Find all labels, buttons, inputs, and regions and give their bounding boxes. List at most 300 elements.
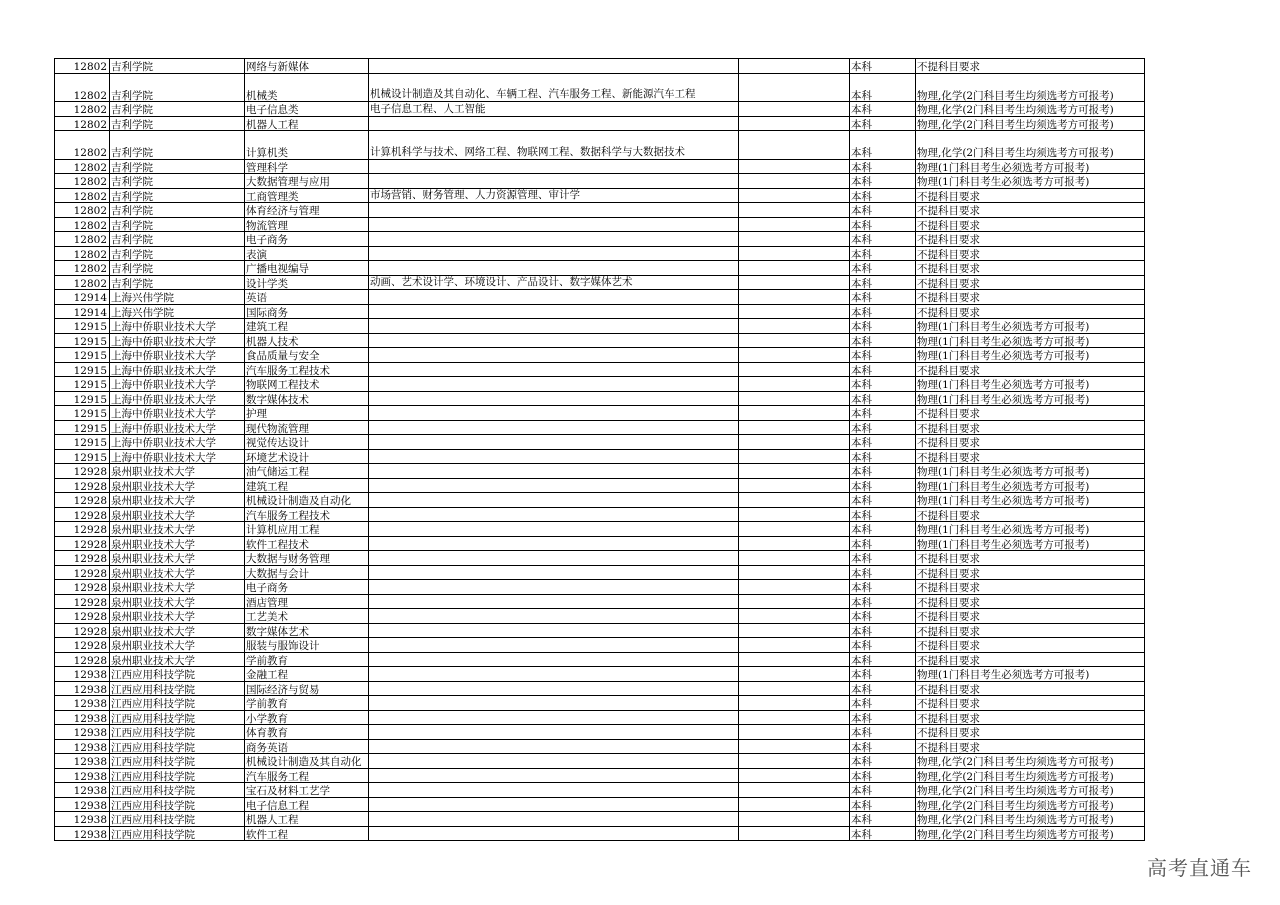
major-name-cell: 机器人技术 bbox=[245, 333, 369, 348]
empty-cell bbox=[739, 159, 850, 174]
major-name-cell: 服装与服饰设计 bbox=[245, 638, 369, 653]
degree-level-cell: 本科 bbox=[850, 406, 916, 421]
school-name-cell: 上海中侨职业技术大学 bbox=[110, 348, 245, 363]
degree-level-cell: 本科 bbox=[850, 59, 916, 74]
subject-requirement-cell: 不提科目要求 bbox=[916, 725, 1145, 740]
major-name-cell: 国际经济与贸易 bbox=[245, 681, 369, 696]
included-majors-cell bbox=[369, 580, 739, 595]
school-code-cell: 12938 bbox=[55, 725, 110, 740]
subject-requirement-cell: 物理,化学(2门科目考生均须选考方可报考) bbox=[916, 783, 1145, 798]
major-name-cell: 广播电视编导 bbox=[245, 261, 369, 276]
included-majors-cell: 计算机科学与技术、网络工程、物联网工程、数据科学与大数据技术 bbox=[369, 131, 739, 160]
degree-level-cell: 本科 bbox=[850, 116, 916, 131]
table-row bbox=[55, 319, 1145, 334]
empty-cell bbox=[739, 507, 850, 522]
major-name-cell: 英语 bbox=[245, 290, 369, 305]
school-name-cell: 上海兴伟学院 bbox=[110, 304, 245, 319]
table-row bbox=[55, 435, 1145, 450]
table-row bbox=[55, 826, 1145, 841]
school-name-cell: 泉州职业技术大学 bbox=[110, 565, 245, 580]
included-majors-cell bbox=[369, 565, 739, 580]
school-code-cell: 12938 bbox=[55, 783, 110, 798]
included-majors-cell bbox=[369, 246, 739, 261]
table-row bbox=[55, 261, 1145, 276]
included-majors-cell: 市场营销、财务管理、人力资源管理、审计学 bbox=[369, 188, 739, 203]
major-name-cell: 护理 bbox=[245, 406, 369, 421]
included-majors-cell bbox=[369, 507, 739, 522]
major-name-cell: 体育经济与管理 bbox=[245, 203, 369, 218]
school-code-cell: 12938 bbox=[55, 768, 110, 783]
included-majors-cell: 动画、艺术设计学、环境设计、产品设计、数字媒体艺术 bbox=[369, 275, 739, 290]
degree-level-cell: 本科 bbox=[850, 710, 916, 725]
degree-level-cell: 本科 bbox=[850, 464, 916, 479]
empty-cell bbox=[739, 638, 850, 653]
included-majors-cell bbox=[369, 464, 739, 479]
subject-requirement-cell: 不提科目要求 bbox=[916, 681, 1145, 696]
school-name-cell: 吉利学院 bbox=[110, 261, 245, 276]
school-name-cell: 江西应用科技学院 bbox=[110, 681, 245, 696]
empty-cell bbox=[739, 783, 850, 798]
degree-level-cell: 本科 bbox=[850, 696, 916, 711]
empty-cell bbox=[739, 696, 850, 711]
school-code-cell: 12928 bbox=[55, 522, 110, 537]
subject-requirement-cell: 物理(1门科目考生必须选考方可报考) bbox=[916, 478, 1145, 493]
table-row bbox=[55, 623, 1145, 638]
admission-requirements-table bbox=[54, 58, 1145, 841]
major-name-cell: 现代物流管理 bbox=[245, 420, 369, 435]
major-name-cell: 学前教育 bbox=[245, 696, 369, 711]
school-name-cell: 上海中侨职业技术大学 bbox=[110, 377, 245, 392]
school-code-cell: 12802 bbox=[55, 131, 110, 160]
empty-cell bbox=[739, 609, 850, 624]
empty-cell bbox=[739, 826, 850, 841]
table-row bbox=[55, 203, 1145, 218]
school-name-cell: 江西应用科技学院 bbox=[110, 797, 245, 812]
table-row bbox=[55, 174, 1145, 189]
school-name-cell: 上海中侨职业技术大学 bbox=[110, 449, 245, 464]
subject-requirement-cell: 不提科目要求 bbox=[916, 217, 1145, 232]
table-row bbox=[55, 638, 1145, 653]
included-majors-cell bbox=[369, 406, 739, 421]
degree-level-cell: 本科 bbox=[850, 812, 916, 827]
subject-requirement-cell: 物理(1门科目考生必须选考方可报考) bbox=[916, 159, 1145, 174]
empty-cell bbox=[739, 131, 850, 160]
subject-requirement-cell: 不提科目要求 bbox=[916, 203, 1145, 218]
school-code-cell: 12802 bbox=[55, 217, 110, 232]
school-code-cell: 12915 bbox=[55, 449, 110, 464]
subject-requirement-cell: 物理(1门科目考生必须选考方可报考) bbox=[916, 536, 1145, 551]
table-row bbox=[55, 102, 1145, 117]
school-code-cell: 12802 bbox=[55, 102, 110, 117]
degree-level-cell: 本科 bbox=[850, 783, 916, 798]
empty-cell bbox=[739, 275, 850, 290]
school-code-cell: 12928 bbox=[55, 536, 110, 551]
degree-level-cell: 本科 bbox=[850, 102, 916, 117]
school-name-cell: 江西应用科技学院 bbox=[110, 783, 245, 798]
included-majors-cell bbox=[369, 551, 739, 566]
empty-cell bbox=[739, 246, 850, 261]
table-row bbox=[55, 609, 1145, 624]
empty-cell bbox=[739, 420, 850, 435]
degree-level-cell: 本科 bbox=[850, 333, 916, 348]
school-name-cell: 泉州职业技术大学 bbox=[110, 478, 245, 493]
subject-requirement-cell: 物理,化学(2门科目考生均须选考方可报考) bbox=[916, 754, 1145, 769]
included-majors-cell bbox=[369, 768, 739, 783]
major-name-cell: 机械类 bbox=[245, 73, 369, 102]
empty-cell bbox=[739, 623, 850, 638]
subject-requirement-cell: 不提科目要求 bbox=[916, 275, 1145, 290]
major-name-cell: 学前教育 bbox=[245, 652, 369, 667]
major-name-cell: 设计学类 bbox=[245, 275, 369, 290]
school-name-cell: 吉利学院 bbox=[110, 116, 245, 131]
degree-level-cell: 本科 bbox=[850, 391, 916, 406]
table-row bbox=[55, 725, 1145, 740]
included-majors-cell bbox=[369, 290, 739, 305]
major-name-cell: 大数据管理与应用 bbox=[245, 174, 369, 189]
table-row bbox=[55, 420, 1145, 435]
included-majors-cell bbox=[369, 638, 739, 653]
empty-cell bbox=[739, 522, 850, 537]
table-row bbox=[55, 348, 1145, 363]
major-name-cell: 物联网工程技术 bbox=[245, 377, 369, 392]
school-name-cell: 泉州职业技术大学 bbox=[110, 652, 245, 667]
major-name-cell: 大数据与会计 bbox=[245, 565, 369, 580]
school-code-cell: 12928 bbox=[55, 507, 110, 522]
included-majors-cell bbox=[369, 203, 739, 218]
major-name-cell: 物流管理 bbox=[245, 217, 369, 232]
table-row bbox=[55, 493, 1145, 508]
subject-requirement-cell: 物理(1门科目考生必须选考方可报考) bbox=[916, 333, 1145, 348]
degree-level-cell: 本科 bbox=[850, 246, 916, 261]
major-name-cell: 机器人工程 bbox=[245, 812, 369, 827]
school-code-cell: 12928 bbox=[55, 580, 110, 595]
included-majors-cell bbox=[369, 725, 739, 740]
empty-cell bbox=[739, 174, 850, 189]
school-code-cell: 12802 bbox=[55, 174, 110, 189]
empty-cell bbox=[739, 73, 850, 102]
empty-cell bbox=[739, 102, 850, 117]
watermark-text: 高考直通车 bbox=[1147, 856, 1252, 880]
subject-requirement-cell: 不提科目要求 bbox=[916, 565, 1145, 580]
table-row bbox=[55, 580, 1145, 595]
subject-requirement-cell: 不提科目要求 bbox=[916, 188, 1145, 203]
subject-requirement-cell: 不提科目要求 bbox=[916, 609, 1145, 624]
subject-requirement-cell: 不提科目要求 bbox=[916, 362, 1145, 377]
major-name-cell: 建筑工程 bbox=[245, 478, 369, 493]
school-code-cell: 12928 bbox=[55, 493, 110, 508]
table-row bbox=[55, 594, 1145, 609]
empty-cell bbox=[739, 493, 850, 508]
subject-requirement-cell: 物理,化学(2门科目考生均须选考方可报考) bbox=[916, 797, 1145, 812]
included-majors-cell bbox=[369, 739, 739, 754]
degree-level-cell: 本科 bbox=[850, 290, 916, 305]
school-code-cell: 12802 bbox=[55, 59, 110, 74]
degree-level-cell: 本科 bbox=[850, 826, 916, 841]
subject-requirement-cell: 物理,化学(2门科目考生均须选考方可报考) bbox=[916, 812, 1145, 827]
major-name-cell: 大数据与财务管理 bbox=[245, 551, 369, 566]
school-code-cell: 12915 bbox=[55, 391, 110, 406]
subject-requirement-cell: 不提科目要求 bbox=[916, 696, 1145, 711]
degree-level-cell: 本科 bbox=[850, 131, 916, 160]
major-name-cell: 建筑工程 bbox=[245, 319, 369, 334]
included-majors-cell bbox=[369, 609, 739, 624]
table-row bbox=[55, 522, 1145, 537]
included-majors-cell bbox=[369, 478, 739, 493]
included-majors-cell bbox=[369, 522, 739, 537]
table-row bbox=[55, 131, 1145, 160]
school-code-cell: 12928 bbox=[55, 478, 110, 493]
included-majors-cell bbox=[369, 594, 739, 609]
school-code-cell: 12938 bbox=[55, 826, 110, 841]
degree-level-cell: 本科 bbox=[850, 623, 916, 638]
school-name-cell: 江西应用科技学院 bbox=[110, 768, 245, 783]
school-name-cell: 泉州职业技术大学 bbox=[110, 551, 245, 566]
school-code-cell: 12938 bbox=[55, 797, 110, 812]
school-name-cell: 泉州职业技术大学 bbox=[110, 623, 245, 638]
table-row bbox=[55, 783, 1145, 798]
empty-cell bbox=[739, 478, 850, 493]
included-majors-cell bbox=[369, 217, 739, 232]
table-row bbox=[55, 159, 1145, 174]
school-name-cell: 泉州职业技术大学 bbox=[110, 594, 245, 609]
subject-requirement-cell: 物理,化学(2门科目考生均须选考方可报考) bbox=[916, 768, 1145, 783]
table-row bbox=[55, 739, 1145, 754]
school-name-cell: 泉州职业技术大学 bbox=[110, 536, 245, 551]
degree-level-cell: 本科 bbox=[850, 522, 916, 537]
school-code-cell: 12915 bbox=[55, 420, 110, 435]
degree-level-cell: 本科 bbox=[850, 319, 916, 334]
empty-cell bbox=[739, 362, 850, 377]
empty-cell bbox=[739, 551, 850, 566]
major-name-cell: 管理科学 bbox=[245, 159, 369, 174]
table-row bbox=[55, 478, 1145, 493]
degree-level-cell: 本科 bbox=[850, 551, 916, 566]
degree-level-cell: 本科 bbox=[850, 594, 916, 609]
included-majors-cell bbox=[369, 623, 739, 638]
included-majors-cell bbox=[369, 391, 739, 406]
empty-cell bbox=[739, 59, 850, 74]
subject-requirement-cell: 物理(1门科目考生必须选考方可报考) bbox=[916, 319, 1145, 334]
degree-level-cell: 本科 bbox=[850, 275, 916, 290]
table-row bbox=[55, 551, 1145, 566]
included-majors-cell bbox=[369, 232, 739, 247]
school-code-cell: 12802 bbox=[55, 261, 110, 276]
school-name-cell: 江西应用科技学院 bbox=[110, 754, 245, 769]
school-name-cell: 吉利学院 bbox=[110, 188, 245, 203]
included-majors-cell bbox=[369, 261, 739, 276]
included-majors-cell bbox=[369, 696, 739, 711]
school-name-cell: 江西应用科技学院 bbox=[110, 826, 245, 841]
table-row bbox=[55, 667, 1145, 682]
empty-cell bbox=[739, 232, 850, 247]
major-name-cell: 电子信息类 bbox=[245, 102, 369, 117]
major-name-cell: 金融工程 bbox=[245, 667, 369, 682]
included-majors-cell bbox=[369, 420, 739, 435]
degree-level-cell: 本科 bbox=[850, 667, 916, 682]
degree-level-cell: 本科 bbox=[850, 362, 916, 377]
school-code-cell: 12915 bbox=[55, 362, 110, 377]
subject-requirement-cell: 物理(1门科目考生必须选考方可报考) bbox=[916, 522, 1145, 537]
school-code-cell: 12802 bbox=[55, 188, 110, 203]
subject-requirement-cell: 不提科目要求 bbox=[916, 290, 1145, 305]
degree-level-cell: 本科 bbox=[850, 580, 916, 595]
school-name-cell: 吉利学院 bbox=[110, 174, 245, 189]
included-majors-cell bbox=[369, 377, 739, 392]
empty-cell bbox=[739, 667, 850, 682]
subject-requirement-cell: 不提科目要求 bbox=[916, 652, 1145, 667]
school-code-cell: 12928 bbox=[55, 594, 110, 609]
major-name-cell: 商务英语 bbox=[245, 739, 369, 754]
table-row bbox=[55, 116, 1145, 131]
major-name-cell: 网络与新媒体 bbox=[245, 59, 369, 74]
included-majors-cell bbox=[369, 681, 739, 696]
school-name-cell: 江西应用科技学院 bbox=[110, 725, 245, 740]
empty-cell bbox=[739, 217, 850, 232]
school-code-cell: 12914 bbox=[55, 304, 110, 319]
degree-level-cell: 本科 bbox=[850, 420, 916, 435]
table-row bbox=[55, 696, 1145, 711]
empty-cell bbox=[739, 812, 850, 827]
school-code-cell: 12915 bbox=[55, 333, 110, 348]
subject-requirement-cell: 物理(1门科目考生必须选考方可报考) bbox=[916, 377, 1145, 392]
degree-level-cell: 本科 bbox=[850, 725, 916, 740]
major-name-cell: 工商管理类 bbox=[245, 188, 369, 203]
table-row bbox=[55, 681, 1145, 696]
school-name-cell: 吉利学院 bbox=[110, 203, 245, 218]
subject-requirement-cell: 物理(1门科目考生必须选考方可报考) bbox=[916, 391, 1145, 406]
table-row bbox=[55, 768, 1145, 783]
major-name-cell: 电子商务 bbox=[245, 232, 369, 247]
school-code-cell: 12914 bbox=[55, 290, 110, 305]
empty-cell bbox=[739, 754, 850, 769]
table-row bbox=[55, 246, 1145, 261]
empty-cell bbox=[739, 116, 850, 131]
degree-level-cell: 本科 bbox=[850, 768, 916, 783]
school-name-cell: 上海中侨职业技术大学 bbox=[110, 362, 245, 377]
empty-cell bbox=[739, 261, 850, 276]
included-majors-cell bbox=[369, 333, 739, 348]
school-code-cell: 12938 bbox=[55, 667, 110, 682]
table-row bbox=[55, 304, 1145, 319]
degree-level-cell: 本科 bbox=[850, 217, 916, 232]
school-name-cell: 泉州职业技术大学 bbox=[110, 609, 245, 624]
degree-level-cell: 本科 bbox=[850, 159, 916, 174]
major-name-cell: 机械设计制造及自动化 bbox=[245, 493, 369, 508]
school-name-cell: 吉利学院 bbox=[110, 102, 245, 117]
included-majors-cell bbox=[369, 754, 739, 769]
included-majors-cell bbox=[369, 116, 739, 131]
included-majors-cell bbox=[369, 159, 739, 174]
degree-level-cell: 本科 bbox=[850, 304, 916, 319]
school-name-cell: 江西应用科技学院 bbox=[110, 812, 245, 827]
major-name-cell: 机器人工程 bbox=[245, 116, 369, 131]
included-majors-cell bbox=[369, 319, 739, 334]
included-majors-cell bbox=[369, 783, 739, 798]
table-row bbox=[55, 536, 1145, 551]
major-name-cell: 软件工程 bbox=[245, 826, 369, 841]
included-majors-cell bbox=[369, 59, 739, 74]
degree-level-cell: 本科 bbox=[850, 507, 916, 522]
degree-level-cell: 本科 bbox=[850, 348, 916, 363]
school-code-cell: 12915 bbox=[55, 406, 110, 421]
major-name-cell: 汽车服务工程技术 bbox=[245, 362, 369, 377]
major-name-cell: 体育教育 bbox=[245, 725, 369, 740]
degree-level-cell: 本科 bbox=[850, 609, 916, 624]
table-row bbox=[55, 449, 1145, 464]
table-row bbox=[55, 333, 1145, 348]
empty-cell bbox=[739, 449, 850, 464]
table-row bbox=[55, 391, 1145, 406]
school-code-cell: 12802 bbox=[55, 275, 110, 290]
subject-requirement-cell: 物理(1门科目考生必须选考方可报考) bbox=[916, 667, 1145, 682]
school-code-cell: 12938 bbox=[55, 739, 110, 754]
subject-requirement-cell: 不提科目要求 bbox=[916, 739, 1145, 754]
school-code-cell: 12938 bbox=[55, 696, 110, 711]
school-code-cell: 12938 bbox=[55, 710, 110, 725]
school-code-cell: 12938 bbox=[55, 812, 110, 827]
subject-requirement-cell: 不提科目要求 bbox=[916, 551, 1145, 566]
major-name-cell: 食品质量与安全 bbox=[245, 348, 369, 363]
table-row bbox=[55, 710, 1145, 725]
major-name-cell: 数字媒体技术 bbox=[245, 391, 369, 406]
table-row bbox=[55, 232, 1145, 247]
degree-level-cell: 本科 bbox=[850, 536, 916, 551]
empty-cell bbox=[739, 710, 850, 725]
empty-cell bbox=[739, 565, 850, 580]
school-name-cell: 吉利学院 bbox=[110, 59, 245, 74]
major-name-cell: 环境艺术设计 bbox=[245, 449, 369, 464]
empty-cell bbox=[739, 348, 850, 363]
subject-requirement-cell: 不提科目要求 bbox=[916, 594, 1145, 609]
degree-level-cell: 本科 bbox=[850, 435, 916, 450]
empty-cell bbox=[739, 435, 850, 450]
included-majors-cell bbox=[369, 435, 739, 450]
table-row bbox=[55, 507, 1145, 522]
table-row bbox=[55, 290, 1145, 305]
school-code-cell: 12915 bbox=[55, 435, 110, 450]
major-name-cell: 汽车服务工程 bbox=[245, 768, 369, 783]
school-name-cell: 上海中侨职业技术大学 bbox=[110, 319, 245, 334]
school-code-cell: 12802 bbox=[55, 203, 110, 218]
empty-cell bbox=[739, 203, 850, 218]
school-name-cell: 上海兴伟学院 bbox=[110, 290, 245, 305]
major-name-cell: 小学教育 bbox=[245, 710, 369, 725]
empty-cell bbox=[739, 464, 850, 479]
subject-requirement-cell: 不提科目要求 bbox=[916, 232, 1145, 247]
table-row bbox=[55, 275, 1145, 290]
subject-requirement-cell: 物理,化学(2门科目考生均须选考方可报考) bbox=[916, 826, 1145, 841]
empty-cell bbox=[739, 768, 850, 783]
school-code-cell: 12928 bbox=[55, 623, 110, 638]
degree-level-cell: 本科 bbox=[850, 565, 916, 580]
school-name-cell: 上海中侨职业技术大学 bbox=[110, 391, 245, 406]
major-name-cell: 工艺美术 bbox=[245, 609, 369, 624]
school-name-cell: 上海中侨职业技术大学 bbox=[110, 333, 245, 348]
school-name-cell: 吉利学院 bbox=[110, 131, 245, 160]
school-name-cell: 吉利学院 bbox=[110, 275, 245, 290]
major-name-cell: 电子商务 bbox=[245, 580, 369, 595]
major-name-cell: 软件工程技术 bbox=[245, 536, 369, 551]
school-name-cell: 江西应用科技学院 bbox=[110, 710, 245, 725]
empty-cell bbox=[739, 797, 850, 812]
school-code-cell: 12938 bbox=[55, 754, 110, 769]
school-name-cell: 泉州职业技术大学 bbox=[110, 522, 245, 537]
major-name-cell: 电子信息工程 bbox=[245, 797, 369, 812]
school-name-cell: 吉利学院 bbox=[110, 159, 245, 174]
school-code-cell: 12802 bbox=[55, 116, 110, 131]
empty-cell bbox=[739, 188, 850, 203]
degree-level-cell: 本科 bbox=[850, 188, 916, 203]
